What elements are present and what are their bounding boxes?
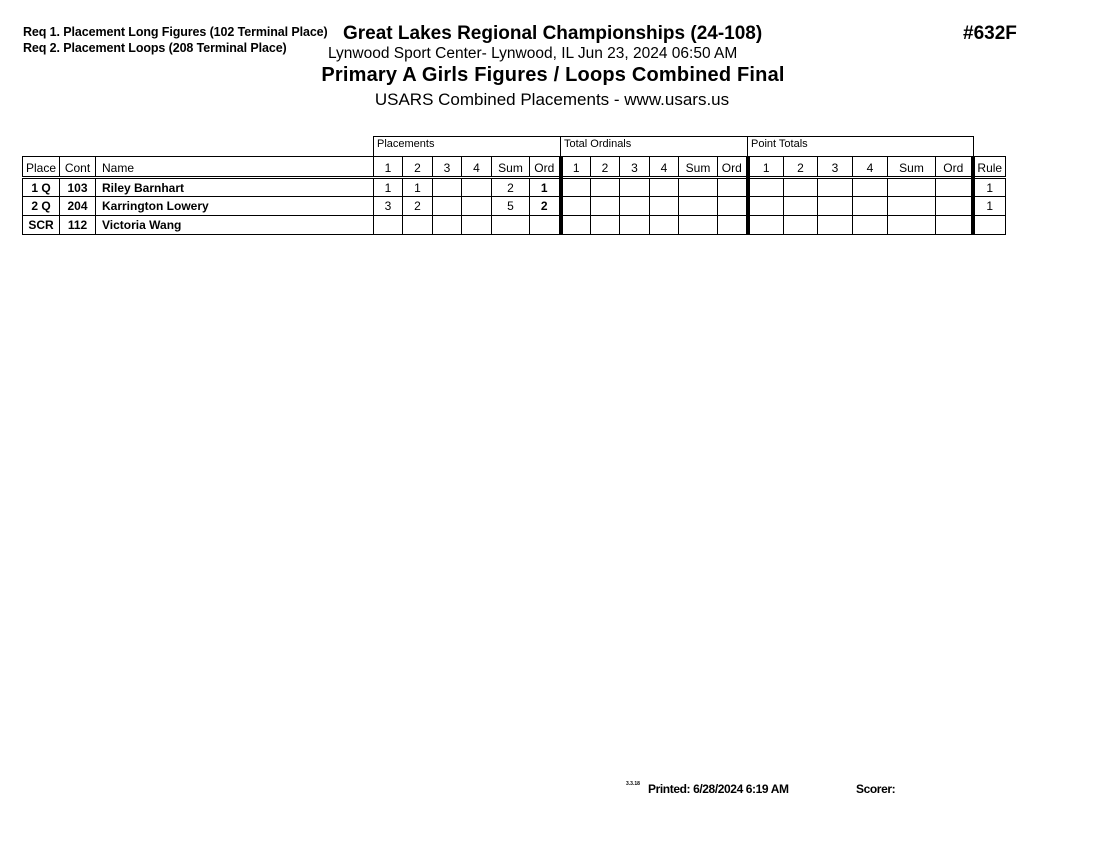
cont: 103 [60,178,96,197]
place: 1 Q [23,178,60,197]
placement-4 [462,216,492,235]
col-cont: Cont [60,157,96,178]
group-header-point-totals: Point Totals [747,136,974,156]
ordinal-1 [561,216,591,235]
points-1 [748,197,784,216]
col-placement-ord: Ord [530,157,561,178]
points-4 [853,178,888,197]
skater-name: Riley Barnhart [96,178,374,197]
placement-2 [403,216,433,235]
results-table [22,156,1006,235]
col-ordinal-2: 2 [591,157,620,178]
points-sum [888,197,936,216]
col-ordinal-1: 1 [561,157,591,178]
col-placement-3: 3 [433,157,462,178]
place: 2 Q [23,197,60,216]
placement-3 [433,197,462,216]
points-sum [888,178,936,197]
placement-2: 1 [403,178,433,197]
placement-3 [433,216,462,235]
ordinal-2 [591,178,620,197]
scorer-label: Scorer: [856,782,896,796]
placement-sum [492,216,530,235]
placement-1: 1 [374,178,403,197]
skater-name: Victoria Wang [96,216,374,235]
points-3 [818,216,853,235]
col-points-ord: Ord [936,157,973,178]
points-sum [888,216,936,235]
version-label: 3.3.18 [626,781,640,787]
venue-date: Lynwood Sport Center- Lynwood, IL Jun 23, 2024 06:50 AM [328,45,738,62]
event-number: #632F [963,23,1017,44]
competition-title: Great Lakes Regional Championships (24-108) [343,23,763,44]
placement-ord: 1 [530,178,561,197]
ordinal-4 [650,197,679,216]
ordinal-3 [620,216,650,235]
col-ordinal-sum: Sum [679,157,718,178]
rule [973,216,1006,235]
points-4 [853,216,888,235]
placement-2: 2 [403,197,433,216]
cont: 204 [60,197,96,216]
placement-4 [462,197,492,216]
points-1 [748,178,784,197]
placement-3 [433,178,462,197]
points-ord [936,216,973,235]
printed-timestamp: Printed: 6/28/2024 6:19 AM [648,782,789,796]
col-placement-4: 4 [462,157,492,178]
placement-ord: 2 [530,197,561,216]
col-placement-1: 1 [374,157,403,178]
placement-4 [462,178,492,197]
ordinal-ord [718,197,748,216]
event-title: Primary A Girls Figures / Loops Combined Final [321,64,785,86]
group-header-placements: Placements [373,136,561,156]
placement-sum: 5 [492,197,530,216]
points-ord [936,197,973,216]
points-2 [784,197,818,216]
col-points-4: 4 [853,157,888,178]
col-placement-sum: Sum [492,157,530,178]
points-2 [784,216,818,235]
cont: 112 [60,216,96,235]
points-2 [784,178,818,197]
table-row [23,197,1006,216]
col-placement-2: 2 [403,157,433,178]
place: SCR [23,216,60,235]
ordinal-4 [650,178,679,197]
points-4 [853,197,888,216]
table-row [23,178,1006,197]
subtitle: USARS Combined Placements - www.usars.us [374,90,730,109]
group-header-total-ordinals: Total Ordinals [560,136,748,156]
ordinal-sum [679,216,718,235]
ordinal-3 [620,178,650,197]
placement-sum: 2 [492,178,530,197]
col-points-1: 1 [748,157,784,178]
ordinal-3 [620,197,650,216]
col-ordinal-4: 4 [650,157,679,178]
ordinal-1 [561,178,591,197]
points-ord [936,178,973,197]
col-name: Name [96,157,374,178]
placement-1 [374,216,403,235]
points-3 [818,178,853,197]
col-points-2: 2 [784,157,818,178]
col-rule: Rule [973,157,1006,178]
col-points-3: 3 [818,157,853,178]
rule: 1 [973,197,1006,216]
points-3 [818,197,853,216]
ordinal-2 [591,197,620,216]
ordinal-2 [591,216,620,235]
placement-ord [530,216,561,235]
requirement-1: Req 1. Placement Long Figures (102 Terminal Place) [23,25,328,39]
skater-name: Karrington Lowery [96,197,374,216]
column-header-row [23,157,1006,178]
ordinal-sum [679,178,718,197]
ordinal-sum [679,197,718,216]
table-row [23,216,1006,235]
col-ordinal-ord: Ord [718,157,748,178]
col-points-sum: Sum [888,157,936,178]
col-place: Place [23,157,60,178]
ordinal-ord [718,216,748,235]
ordinal-ord [718,178,748,197]
placement-1: 3 [374,197,403,216]
rule: 1 [973,178,1006,197]
col-ordinal-3: 3 [620,157,650,178]
ordinal-1 [561,197,591,216]
points-1 [748,216,784,235]
requirement-2: Req 2. Placement Loops (208 Terminal Place) [23,41,287,55]
ordinal-4 [650,216,679,235]
